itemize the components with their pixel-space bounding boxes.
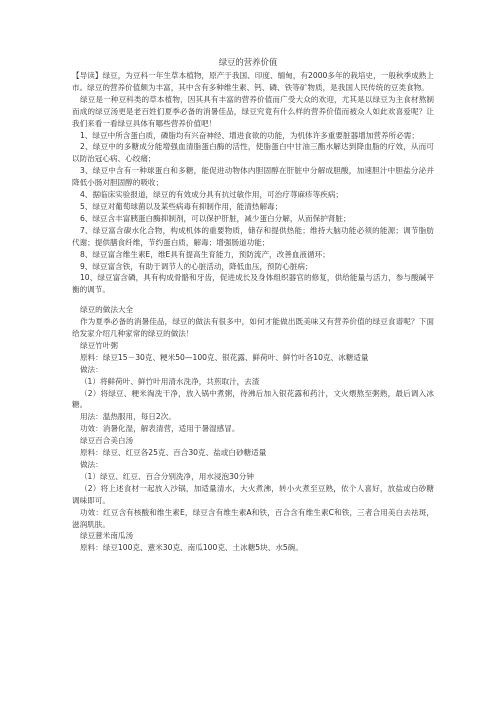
document-title: 绿豆的营养价值: [218, 57, 278, 67]
value-item: 7、绿豆富含碳水化合物，构成机体的重要物质，储存和提供热能；维持大脑功能必须的能源；调节脂肪代谢；提供膳食纤维，节约蛋白质，解毒；增强肠道功能；: [72, 225, 434, 247]
recipe-usage: 用法：温热服用，每日2次。: [79, 412, 176, 422]
value-item: 3、绿豆中含有一种球蛋白和多糖，能促进动物体内胆固醇在肝脏中分解成胆酸，加速胆汁中胆盐分泌并降低小肠对胆固醇的吸收；: [72, 166, 434, 188]
recipe-step: （1）将鲜荷叶、鲜竹叶用清水洗净，共煎取汁，去渣: [79, 376, 260, 386]
recipe-method-label: 做法：: [79, 364, 103, 374]
recipe-step: （1）绿豆、红豆、百合分别洗净，用水浸泡30分钟: [79, 471, 254, 481]
section-gap: [72, 296, 434, 304]
methods-heading: 绿豆的做法大全: [79, 305, 134, 315]
recipe-ingredients: 原料：绿豆15－30克、粳米50—100克、银花露、鲜荷叶、鲜竹叶各10克、冰糖适量: [79, 352, 369, 362]
methods-intro: 作为夏季必备的消暑佳品，绿豆的做法有很多中，如何才能做出既美味又有营养价值的绿豆食谱呢？下面给发家介绍几种家常的绿豆的做法！: [72, 317, 434, 339]
value-item: 2、绿豆中的多糖成分能增强血清脂蛋白酶的活性，使脂蛋白中甘油三酯水解达到降血脂的疗效，从而可以防治冠心病、心绞痛；: [72, 142, 434, 164]
value-item: 9、绿豆富含铁，有助于调节人的心脏活动，降低血压，预防心脏病；: [79, 261, 313, 271]
recipe-name: 绿豆百合美白汤: [79, 436, 134, 446]
recipe-name: 绿豆竹叶粥: [79, 340, 118, 350]
value-item: 6、绿豆含丰富胰蛋白酶抑制剂，可以保护肝脏，减少蛋白分解，从而保护肾脏；: [79, 213, 351, 223]
recipe-method-label: 做法：: [79, 460, 103, 469]
lead-paragraph: 【导读】绿豆，为豆科一年生草本植物，原产于我国、印度、缅甸，有2000多年的栽培史，一般秋季成熟上市。绿豆的营养价值颇为丰富，其中含有多种维生素、钙、磷、铁等矿物质，是我国人民传统的豆类食物。: [72, 71, 434, 92]
recipe-ingredients: 原料：绿豆、红豆各25克、百合30克、盐或白砂糖适量: [79, 448, 267, 458]
recipe-step: （2）将绿豆、粳米淘洗干净，放入锅中煮粥，待沸后加入银花露和药汁，文火煨熬至粥熟，最后调入冰糖。: [72, 388, 434, 410]
value-item: 10、绿豆富含磷，具有构成骨骼和牙齿，促进成长及身体组织器官的修复，供给能量与活力，参与酸碱平衡的调节。: [72, 273, 434, 295]
recipe-effect: 功效：消暑化湿，解表清营，适用于暑湿感冒。: [79, 424, 240, 434]
recipe-step: （2）将上述食材一起放入沙锅，加适量清水，大火煮沸，转小火煮至豆熟，依个人喜好，放盐或白砂糖调味即可。: [72, 483, 434, 505]
recipe-effect: 功效：红豆含有核酸和维生素E，绿豆含有维生素A和铁，百合含有维生素C和铁，三者合用美白去祛斑，滋润肌肤。: [72, 507, 434, 529]
value-item: 4、据临床实验报道，绿豆的有效成分具有抗过敏作用，可治疗荨麻疹等疾病；: [79, 190, 343, 200]
recipe-ingredients: 原料：绿豆100克、薏米30克、南瓜100克、土冰糖5块、水5碗。: [79, 543, 303, 553]
intro-paragraph: 绿豆是一种豆科类的草本植物，因其具有丰富的营养价值而广受大众的欢迎，尤其是以绿豆为主食材熬制而成的绿豆汤更是老百姓们夏季必备的消暑佳品，绿豆究竟有什么样的营养价值而被众人如此欢喜爱呢？让我们来看一看绿豆具体有哪些营养价值吧！: [72, 94, 434, 128]
document-body: [72, 70, 434, 554]
value-item: 1、绿豆中所含蛋白质，磷脂均有兴奋神经、增进食欲的功能，为机体许多重要脏器增加营养所必需；: [79, 130, 419, 140]
value-item: 5、绿豆对葡萄球菌以及某些病毒有抑制作用，能清热解毒；: [79, 201, 283, 211]
value-item: 8、绿豆富含维生素E，维E具有提高生育能力，预防流产，改善血液循环；: [79, 249, 330, 259]
recipe-name: 绿豆薏米南瓜汤: [79, 531, 134, 541]
